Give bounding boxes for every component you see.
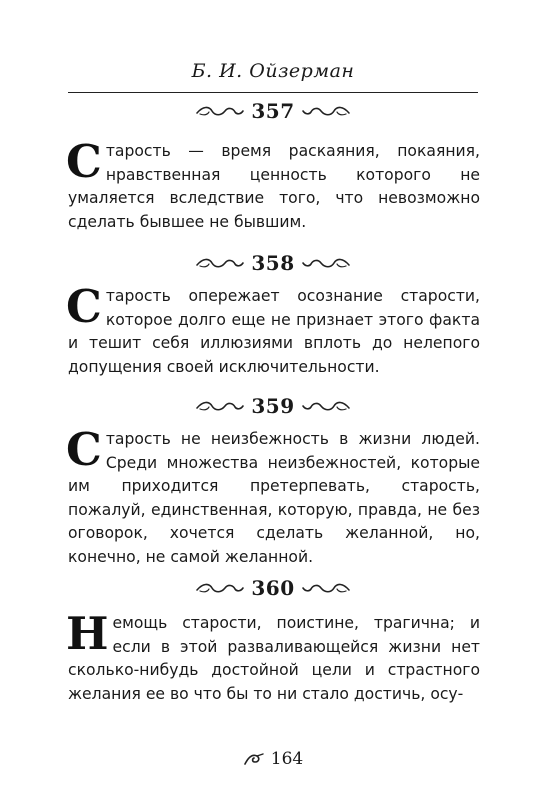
swash-ornament-right-icon [301,399,351,413]
page-footer [68,748,478,770]
aphorism-body: тарость — время раскаяния, покаяния, нравственная ценность которого не умаляется вследствие того, что невозможно сделать бывшее не бывшим. [68,142,480,231]
swash-ornament-left-icon [195,104,245,118]
ornament-icon [243,752,265,766]
swash-ornament-right-icon [301,256,351,270]
swash-ornament-right-icon [301,581,351,595]
header-rule [68,92,478,93]
swash-ornament-right-icon [301,104,351,118]
swash-ornament-left-icon [195,581,245,595]
aphorism-text-358 [66,280,480,379]
aphorism-body: тарость опережает осознание старости, которое долго еще не признает этого факта и тешит себя иллюзиями вплоть до нелепого допущения своей исключительности. [68,287,480,376]
aphorism-body: емощь старости, поистине, трагична; и если в этой разваливающейся жизни нет сколько-нибудь достойной цели и страстного желания ее во что бы то ни стало достичь, осу- [68,614,480,703]
running-header: Б. И. Ойзерман [191,60,355,82]
page-number: 164 [270,749,304,769]
aphorism-number-360 [68,575,478,601]
swash-ornament-left-icon [195,399,245,413]
drop-cap: С [66,423,102,476]
drop-cap: Н [66,607,109,660]
drop-cap: С [66,280,102,333]
aphorism-text-357 [66,135,480,234]
aphorism-number-359 [68,393,478,419]
aphorism-number: 359 [251,394,295,418]
aphorism-number: 358 [251,251,295,275]
aphorism-text-360 [66,607,480,706]
aphorism-body: тарость не неизбежность в жизни людей. Среди множества неизбежностей, которые им приходится претерпевать, старость, пожалуй, единственная, которую, правда, не без оговорок, хочется сделать желанной, но, конечно, не самой желанной. [68,430,480,566]
aphorism-number: 357 [251,99,295,123]
aphorism-number-358 [68,250,478,276]
drop-cap: С [66,135,102,188]
aphorism-text-359 [66,423,480,569]
aphorism-number: 360 [251,576,295,600]
swash-ornament-left-icon [195,256,245,270]
aphorism-number-357 [68,98,478,124]
